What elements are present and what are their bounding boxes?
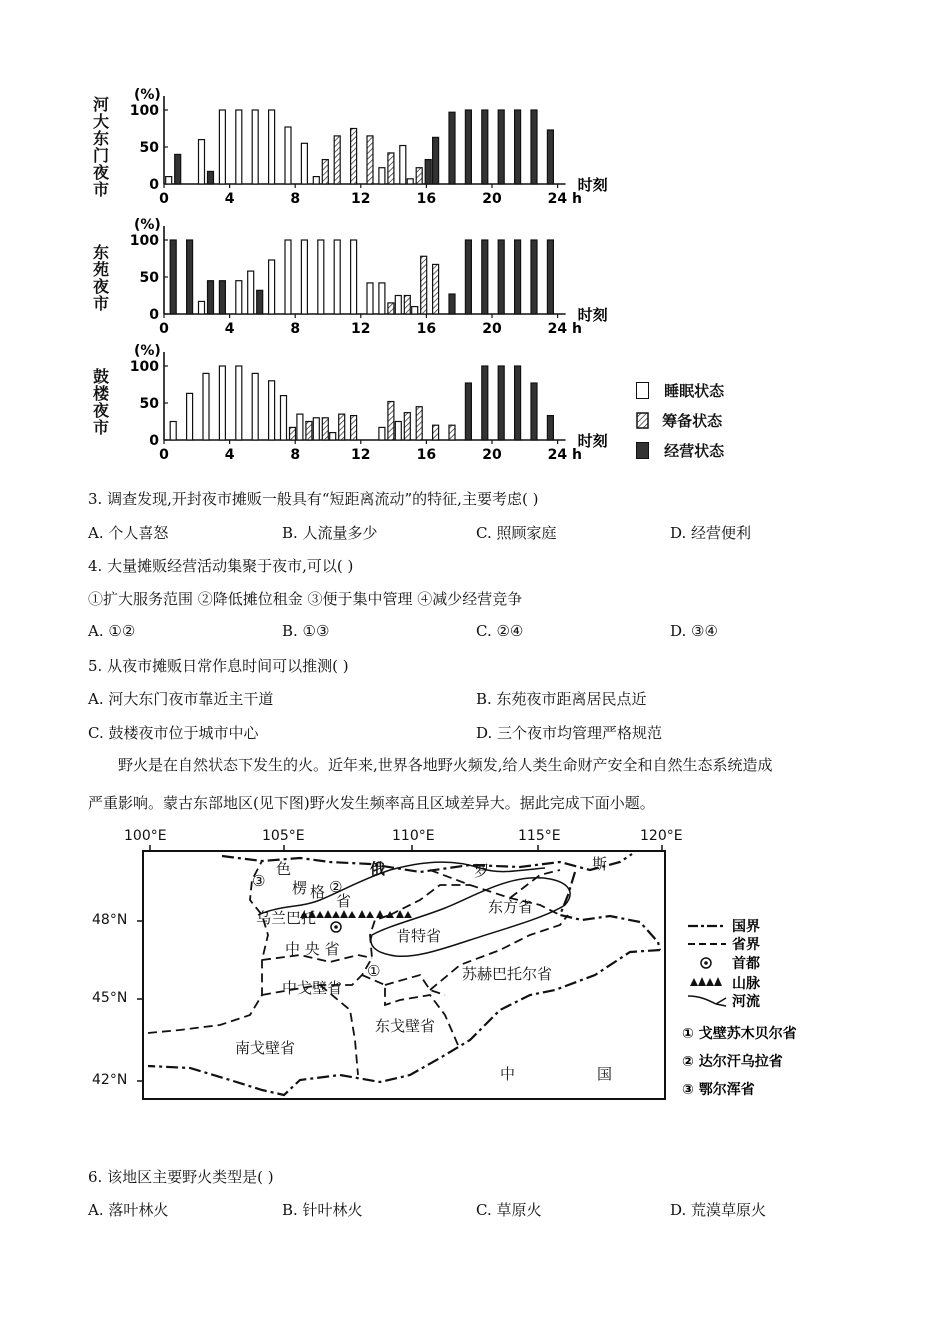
question-3-stem: 3. 调查发现,开封夜市摊贩一般具有“短距离流动”的特征,主要考虑( )	[88, 490, 539, 508]
chart-2-market-label: 东苑夜市	[92, 243, 109, 313]
chart-1-xlabel: 时刻	[577, 176, 608, 194]
map-legend-mountain: 山脉	[732, 976, 760, 992]
chart-3-market-label: 鼓楼夜市	[92, 367, 109, 437]
chart-1-ytick-label: 100	[129, 103, 159, 119]
question-4-option-c[interactable]: C. ②④	[476, 622, 524, 640]
question-4-items: ①扩大服务范围 ②降低摊位租金 ③便于集中管理 ④减少经营竞争	[88, 590, 523, 608]
question-6-option-a[interactable]: A. 落叶林火	[88, 1201, 169, 1219]
map-legend-note-1: ① 戈壁苏木贝尔省	[682, 1026, 797, 1042]
region-leng: 楞	[292, 879, 308, 897]
chart-1-ytick-label: 50	[139, 140, 159, 156]
question-5-option-d[interactable]: D. 三个夜市均管理严格规范	[476, 724, 663, 742]
question-3-option-c[interactable]: C. 照顾家庭	[476, 524, 557, 542]
map-lon-label-100: 100°E	[124, 828, 167, 844]
chart-1-xtick-label: 8	[290, 191, 301, 207]
chart-2-xtick-label: 16	[416, 321, 437, 337]
map-legend-note-3: ③ 鄂尔浑省	[682, 1082, 755, 1098]
question-5-option-b[interactable]: B. 东苑夜市距离居民点近	[476, 690, 647, 708]
chart-1-xtick-label: 20	[482, 191, 502, 207]
question-4-stem: 4. 大量摊贩经营活动集聚于夜市,可以( )	[88, 557, 354, 575]
chart-3-ytick-label: 0	[149, 433, 159, 449]
chart-3-ytick-label: 50	[139, 396, 159, 412]
chart-2-unit: (%)	[134, 217, 161, 233]
region-donggebi: 东戈壁省	[375, 1017, 436, 1035]
country-label-zhong: 中	[500, 1065, 516, 1083]
region-sheng: 省	[336, 892, 352, 910]
chart-2-ytick-label: 100	[129, 233, 159, 249]
chart-2-ytick-label: 50	[139, 270, 159, 286]
chart-3-xtick-label: 24 h	[547, 447, 582, 463]
question-5-stem: 5. 从夜市摊贩日常作息时间可以推测( )	[88, 657, 349, 675]
chart-3-xtick-label: 12	[351, 447, 371, 463]
country-label-si: 斯	[592, 855, 608, 873]
map-lon-label-120: 120°E	[640, 828, 683, 844]
chart-2-xtick-label: 24 h	[547, 321, 582, 337]
map-lon-label-115: 115°E	[518, 828, 561, 844]
map-legend-note-2: ② 达尔汗乌拉省	[682, 1054, 783, 1070]
country-label-guo: 国	[597, 1065, 613, 1083]
region-dongfang: 东方省	[488, 898, 534, 916]
question-3-option-d[interactable]: D. 经营便利	[670, 524, 752, 542]
chart-2-ytick-label: 0	[149, 307, 159, 323]
chart-3-ytick-label: 100	[129, 359, 159, 375]
chart-3-xtick-label: 16	[416, 447, 437, 463]
circled-1: ①	[367, 962, 381, 980]
region-suhe: 苏赫巴托尔省	[462, 965, 553, 983]
map-lat-label-48: 48°N	[92, 912, 128, 928]
chart-1-xtick-label: 24 h	[547, 191, 582, 207]
question-3-option-b[interactable]: B. 人流量多少	[282, 524, 378, 542]
chart-1-market-label: 河大东门夜市	[92, 95, 109, 199]
chart-1-xtick-label: 0	[159, 191, 169, 207]
question-5-option-a[interactable]: A. 河大东门夜市靠近主干道	[88, 690, 274, 708]
region-ge: 格	[310, 883, 326, 901]
legend-label-sleep: 睡眠状态	[664, 382, 725, 400]
region-wulanbatuo: 乌兰巴托	[256, 909, 317, 927]
question-6-option-c[interactable]: C. 草原火	[476, 1201, 542, 1219]
region-zhongyang: 中 央 省	[285, 940, 340, 958]
map-lat-label-42: 42°N	[92, 1072, 128, 1088]
legend-capital-icon	[701, 958, 711, 968]
question-3-option-a[interactable]: A. 个人喜怒	[88, 524, 169, 542]
mountain-range-icon	[300, 910, 412, 918]
chart-3-xlabel: 时刻	[577, 432, 608, 450]
country-label-luo: 罗	[474, 862, 490, 880]
chart-3-xtick-label: 0	[159, 447, 169, 463]
chart-1-xtick-label: 16	[416, 191, 437, 207]
circled-2: ②	[329, 878, 343, 896]
country-label-e: 俄	[370, 860, 386, 878]
region-se: 色	[276, 860, 292, 878]
question-6-stem: 6. 该地区主要野火类型是( )	[88, 1168, 274, 1186]
map-legend-province: 省界	[732, 937, 760, 953]
question-4-option-a[interactable]: A. ①②	[88, 622, 136, 640]
chart-2-xlabel: 时刻	[577, 306, 608, 324]
question-5-option-c[interactable]: C. 鼓楼夜市位于城市中心	[88, 724, 259, 742]
legend-label-oper: 经营状态	[664, 442, 725, 460]
chart-1-xtick-label: 12	[351, 191, 371, 207]
map-lat-label-45: 45°N	[92, 990, 128, 1006]
legend-label-prep: 筹备状态	[662, 412, 723, 430]
chart-2-xtick-label: 8	[290, 321, 301, 337]
chart-2-xtick-label: 4	[224, 321, 235, 337]
question-4-option-d[interactable]: D. ③④	[670, 622, 718, 640]
map-lon-label-110: 110°E	[392, 828, 435, 844]
map-legend-border: 国界	[732, 919, 760, 935]
legend-river-icon	[688, 996, 726, 1006]
question-6-option-d[interactable]: D. 荒漠草原火	[670, 1201, 767, 1219]
region-zhonggebi: 中戈壁省	[282, 979, 343, 997]
question-6-option-b[interactable]: B. 针叶林火	[282, 1201, 363, 1219]
chart-1-unit: (%)	[134, 87, 161, 103]
chart-1-xtick-label: 4	[224, 191, 235, 207]
intro-line-1: 野火是在自然状态下发生的火。近年来,世界各地野火频发,给人类生命财产安全和自然生态系统造成	[118, 756, 773, 774]
map-legend-capital: 首都	[732, 956, 760, 972]
capital-icon	[331, 922, 341, 932]
map-legend-river: 河流	[732, 994, 760, 1010]
chart-3-unit: (%)	[134, 343, 161, 359]
chart-3-xtick-label: 4	[224, 447, 235, 463]
circled-3: ③	[252, 872, 266, 890]
chart-2-xtick-label: 0	[159, 321, 169, 337]
chart-2-xtick-label: 12	[351, 321, 371, 337]
region-kente: 肯特省	[396, 927, 442, 945]
chart-3-xtick-label: 20	[482, 447, 502, 463]
chart-3-xtick-label: 8	[290, 447, 301, 463]
intro-line-2: 严重影响。蒙古东部地区(见下图)野火发生频率高且区域差异大。据此完成下面小题。	[88, 794, 655, 812]
region-nangebi: 南戈壁省	[235, 1039, 296, 1057]
legend-mountain-icon	[690, 977, 722, 986]
chart-1-ytick-label: 0	[149, 177, 159, 193]
map-lon-label-105: 105°E	[262, 828, 305, 844]
question-4-option-b[interactable]: B. ①③	[282, 622, 330, 640]
map-legend	[682, 918, 797, 1098]
chart-2-xtick-label: 20	[482, 321, 502, 337]
